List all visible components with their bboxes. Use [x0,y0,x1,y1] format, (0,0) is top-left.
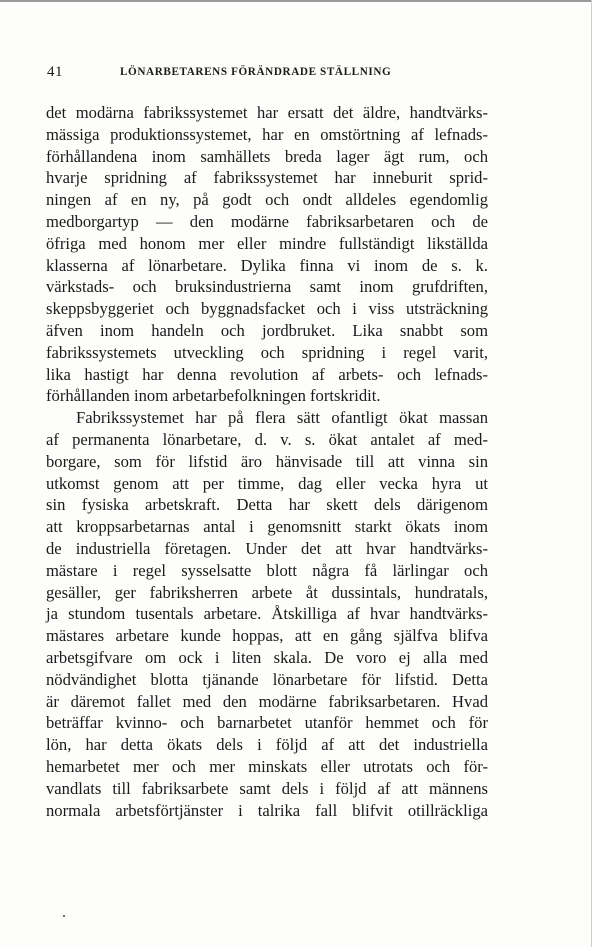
text-line: fabrikssystemets utveckling och spridning i regel varit, [46,342,488,362]
scan-speck [63,915,65,917]
text-line: skeppsbyggeriet och byggnadsfacket och i viss utsträckning [46,299,488,319]
text-line: lön, har detta ökats dels i följd af att det industriella [46,735,488,755]
page-header [47,64,517,84]
page-top-edge [0,0,592,2]
text-line: det modärna fabrikssystemet har ersatt det äldre, handtvärks- [46,103,488,122]
text-line: af permanenta lönarbetare, d. v. s. ökat antalet af med- [46,429,488,449]
text-line: öfriga med honom mer eller mindre fullständigt likställda [46,233,488,253]
paragraph [46,102,488,407]
paragraph [46,407,488,821]
text-line: gesäller, ger fabriksherren arbete åt dussintals, hundratals, [46,582,488,602]
text-line: mästare i regel sysselsatte blott några få lärlingar och [46,560,488,580]
running-head: LÖNARBETARENS FÖRÄNDRADE STÄLLNING [120,66,392,78]
text-line: förhållanden inom arbetarbefolkningen fortskridit. [46,386,381,406]
text-line: hemarbetet mer och mer minskats eller utrotats och för- [46,756,488,776]
text-line: hvarje spridning af fabrikssystemet har inneburit sprid- [46,168,488,188]
text-line: beträffar kvinno- och barnarbetet utanför hemmet och för [46,713,488,733]
text-line: utkomst genom att per timme, dag eller vecka hyra ut [46,473,488,493]
text-line: borgare, som för lifstid äro hänvisade till att vinna sin [46,451,488,471]
text-line: ningen af en ny, på godt och ondt alldeles egendomlig [46,190,488,210]
text-line: ja stundom tusentals arbetare. Åtskilliga af hvar handtvärks- [46,604,488,624]
text-line: mässiga produktionssystemet, har en omstörtning af lefnads- [46,124,488,144]
text-line: normala arbetsförtjänster i talrika fall blifvit otillräckliga [46,800,488,820]
body-text [46,102,488,821]
text-line: värkstads- och bruksindustrierna samt inom grufdriften, [46,277,488,297]
text-line: lika hastigt har denna revolution af arbets- och lefnads- [46,364,488,384]
text-line: sin fysiska arbetskraft. Detta har skett dels därigenom [46,495,488,515]
text-line: att kroppsarbetarnas antal i genomsnitt starkt ökats inom [46,517,488,537]
text-line: klasserna af lönarbetare. Dylika finna vi inom de s. k. [46,255,488,275]
text-line: förhållandena inom samhällets breda lager ägt rum, och [46,146,488,166]
text-line: medborgartyp — den modärne fabriksarbetaren och de [46,211,488,231]
text-line: nödvändighet blotta tjänande lönarbetare för lifstid. Detta [46,669,488,689]
text-line: mästares arbetare kunde hoppas, att en gång själfva blifva [46,626,488,646]
text-line: vandlats till fabriksarbete samt dels i följd af att männens [46,778,488,798]
text-line: Fabrikssystemet har på flera sätt ofantligt ökat massan [76,408,488,428]
text-line: arbetsgifvare om ock i liten skala. De voro ej alla med [46,647,488,667]
text-line: är däremot fallet med den modärne fabriksarbetaren. Hvad [46,691,488,711]
page-number: 41 [47,64,63,80]
text-line: de industriella företagen. Under det att hvar handtvärks- [46,538,488,558]
text-line: äfven inom handeln och jordbruket. Lika snabbt som [46,320,488,340]
